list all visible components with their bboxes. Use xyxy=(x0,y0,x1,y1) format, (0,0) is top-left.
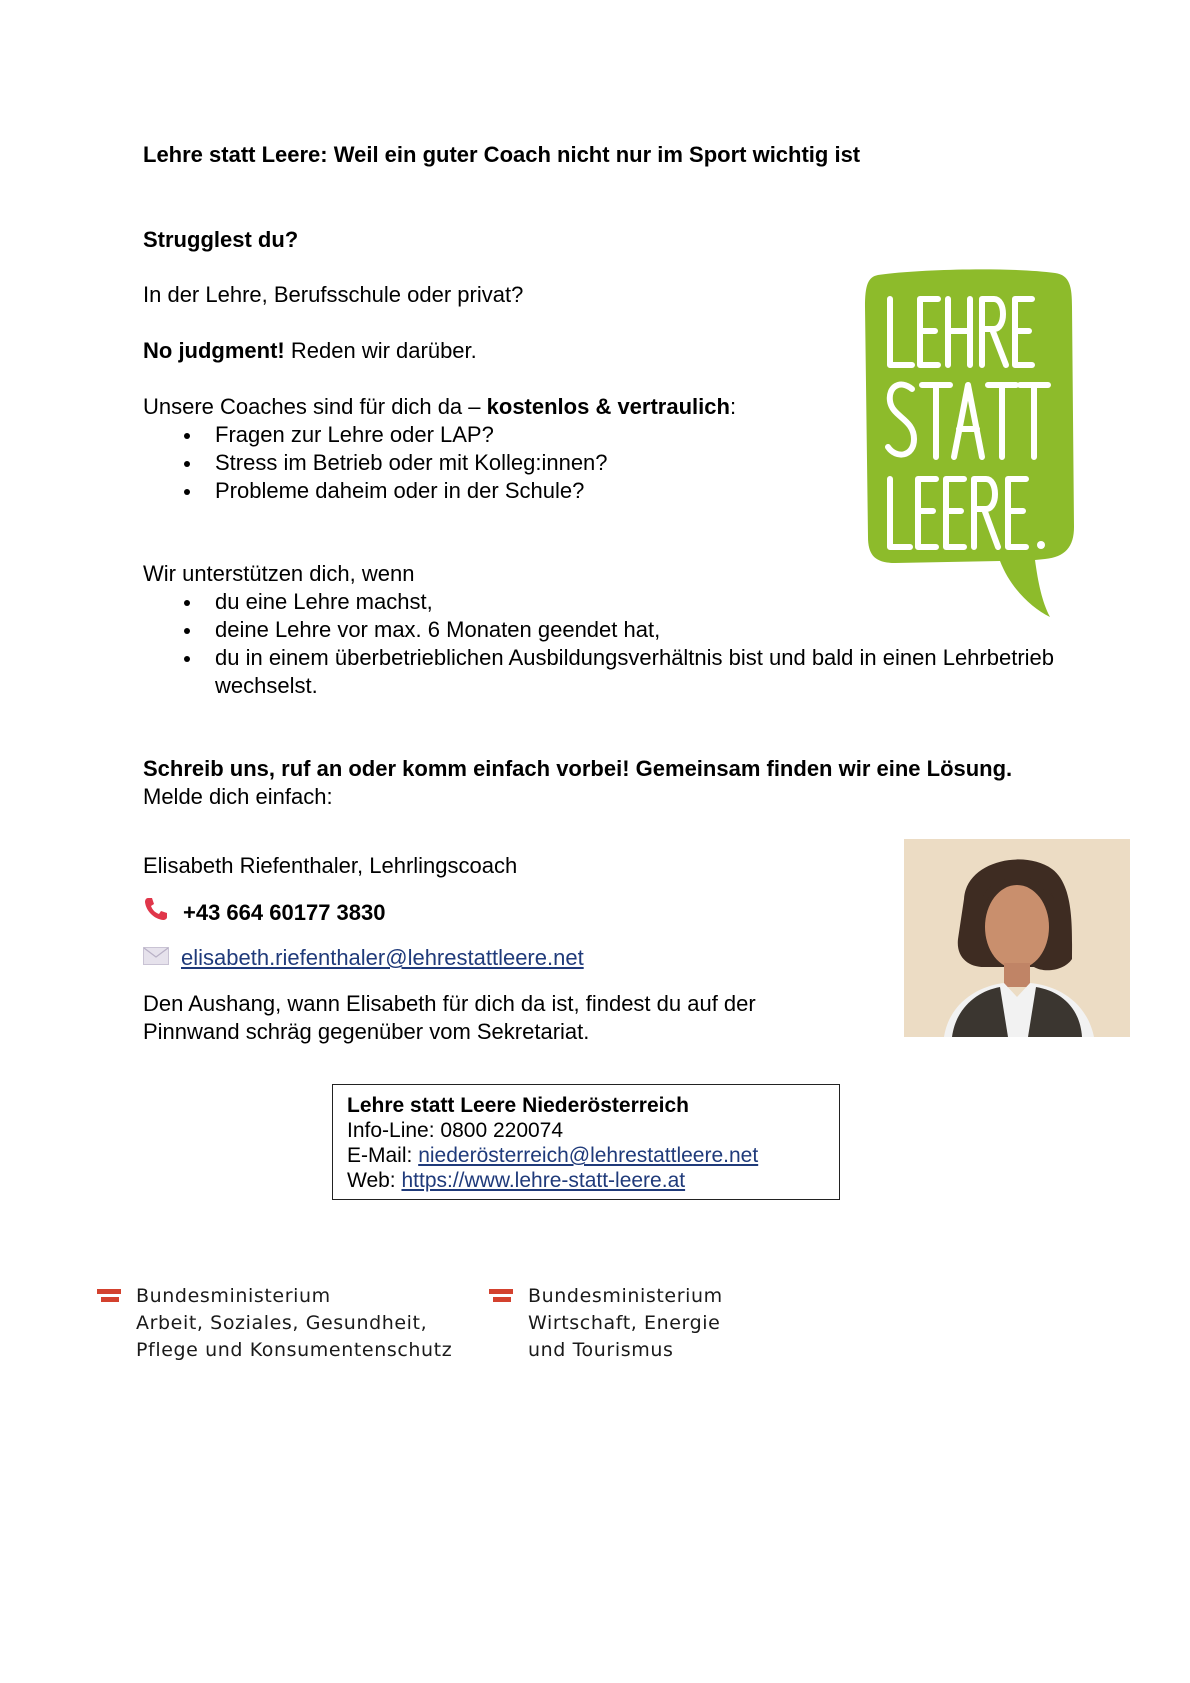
ministry-logo-economy xyxy=(489,1283,723,1364)
info-email-row xyxy=(347,1143,825,1168)
coaches-bold: kostenlos & vertraulich xyxy=(486,394,730,419)
info-box-title: Lehre statt Leere Niederösterreich xyxy=(347,1094,689,1117)
info-web-link[interactable]: https://www.lehre-statt-leere.at xyxy=(401,1169,686,1192)
info-line-row xyxy=(347,1118,825,1143)
ministry-line: Wirtschaft, Energie xyxy=(528,1312,721,1334)
list-item: deine Lehre vor max. 6 Monaten geendet hat, xyxy=(143,616,1075,644)
envelope-icon xyxy=(143,944,169,972)
cta-rest: Melde dich einfach: xyxy=(143,784,333,809)
ministry-logo-social xyxy=(97,1283,452,1364)
list-item: du in einem überbetrieblichen Ausbildungsverhältnis bist und bald in einen Lehrbetrieb wechselst. xyxy=(143,644,1075,700)
austrian-flag-icon xyxy=(489,1289,513,1302)
support-intro: Wir unterstützen dich, wenn xyxy=(143,561,415,586)
list-item: Stress im Betrieb oder mit Kolleg:innen? xyxy=(143,449,608,477)
no-judgment-bold: No judgment! xyxy=(143,338,285,363)
phone-icon xyxy=(143,896,169,929)
intro-question: In der Lehre, Berufsschule oder privat? xyxy=(143,282,524,307)
coaches-prefix: Unsere Coaches sind für dich da – xyxy=(143,394,487,419)
lehre-statt-leere-logo xyxy=(860,267,1075,622)
phone-row xyxy=(143,896,385,929)
email-row xyxy=(143,944,584,972)
no-judgment-rest: Reden wir darüber. xyxy=(284,338,477,363)
ministry-line: Pflege und Konsumentenschutz xyxy=(136,1339,453,1361)
coaches-suffix: : xyxy=(729,394,737,419)
ministry-line: Bundesministerium xyxy=(528,1285,723,1307)
info-line-number[interactable]: 0800 220074 xyxy=(440,1119,564,1142)
info-box xyxy=(332,1084,840,1200)
info-email-link[interactable]: niederösterreich@lehrestattleere.net xyxy=(418,1144,759,1167)
info-line-label: Info-Line: xyxy=(347,1119,441,1142)
page-title: Lehre statt Leere: Weil ein guter Coach nicht nur im Sport wichtig ist xyxy=(143,142,861,167)
coaches-line xyxy=(143,393,736,421)
info-web-label: Web: xyxy=(347,1169,402,1192)
coach-name: Elisabeth Riefenthaler, Lehrlingscoach xyxy=(143,853,518,878)
call-to-action xyxy=(143,755,1043,811)
ministry-line: Bundesministerium xyxy=(136,1285,331,1307)
no-judgment-line xyxy=(143,337,477,365)
coach-photo xyxy=(904,839,1130,1037)
list-item: Probleme daheim oder in der Schule? xyxy=(143,477,608,505)
aushang-note: Den Aushang, wann Elisabeth für dich da ist, findest du auf der Pinnwand schräg gegenüber vom Sekretariat. xyxy=(143,991,756,1044)
ministry-line: Arbeit, Soziales, Gesundheit, xyxy=(136,1312,428,1334)
section-heading: Strugglest du? xyxy=(143,227,299,252)
phone-number[interactable]: +43 664 60177 3830 xyxy=(183,899,386,925)
austrian-flag-icon xyxy=(97,1289,121,1302)
info-web-row xyxy=(347,1168,825,1193)
ministry-line: und Tourismus xyxy=(528,1339,674,1361)
coach-topics-list xyxy=(143,421,608,505)
email-link[interactable]: elisabeth.riefenthaler@lehrestattleere.net xyxy=(181,945,584,970)
list-item: du eine Lehre machst, xyxy=(143,588,1075,616)
cta-bold: Schreib uns, ruf an oder komm einfach vorbei! Gemeinsam finden wir eine Lösung. xyxy=(143,756,1013,781)
list-item: Fragen zur Lehre oder LAP? xyxy=(143,421,608,449)
info-email-label: E-Mail: xyxy=(347,1144,419,1167)
